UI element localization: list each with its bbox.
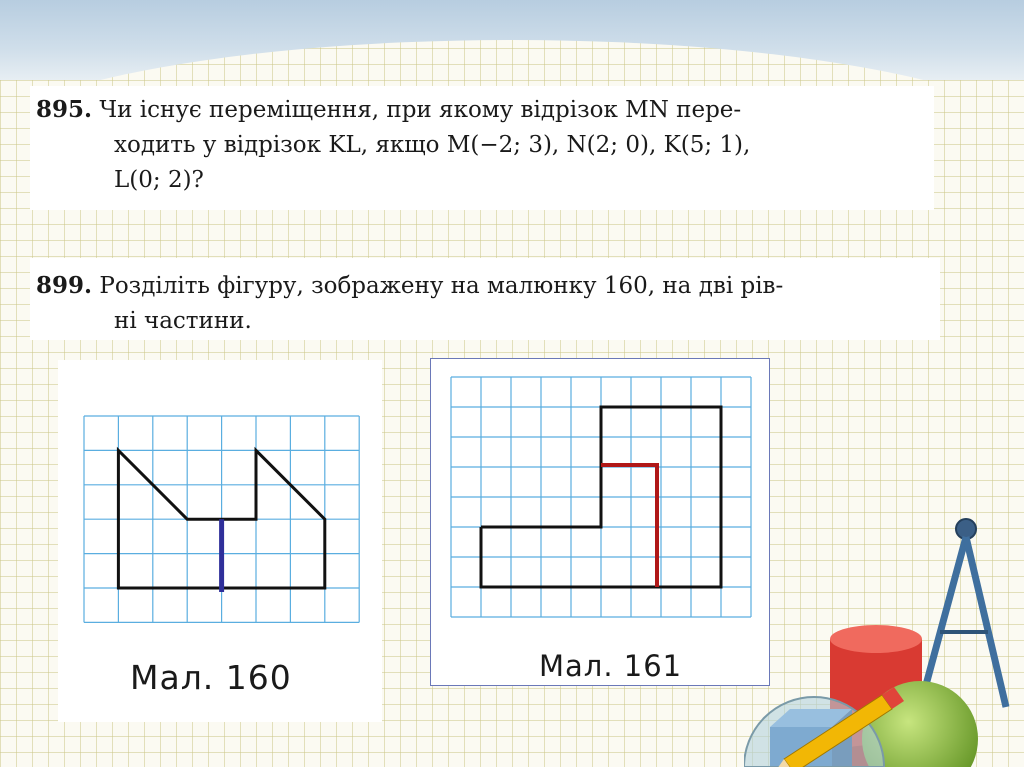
problem-895: [30, 86, 934, 210]
problem-text: ходить у відрізок KL, якщо M(−2; 3), N(2; 0), K(5; 1),: [114, 132, 751, 158]
cut-line: [601, 465, 657, 587]
problem-number: 899.: [36, 272, 93, 299]
problem-895-line1-row: [36, 92, 934, 128]
problem-text: Розділіть фігуру, зображену на малюнку 160, на дві рів-: [99, 273, 784, 299]
figure-caption: Мал. 161: [539, 649, 683, 683]
figure-161-panel: [430, 358, 770, 686]
problem-text: Чи існує переміщення, при якому відрізок MN пере-: [99, 97, 742, 123]
problem-899: [30, 258, 940, 340]
figure-160-diagram: [84, 416, 364, 596]
figure-160-panel: [58, 360, 382, 722]
figure-161-diagram: [451, 377, 751, 617]
figure-caption: Мал. 160: [130, 658, 292, 697]
problem-text: L(0; 2)?: [114, 167, 204, 193]
problem-text: ні частини.: [114, 308, 252, 334]
problem-number: 895.: [36, 96, 93, 123]
problem-899-line1-row: [36, 268, 940, 304]
decorations: [744, 427, 1024, 767]
